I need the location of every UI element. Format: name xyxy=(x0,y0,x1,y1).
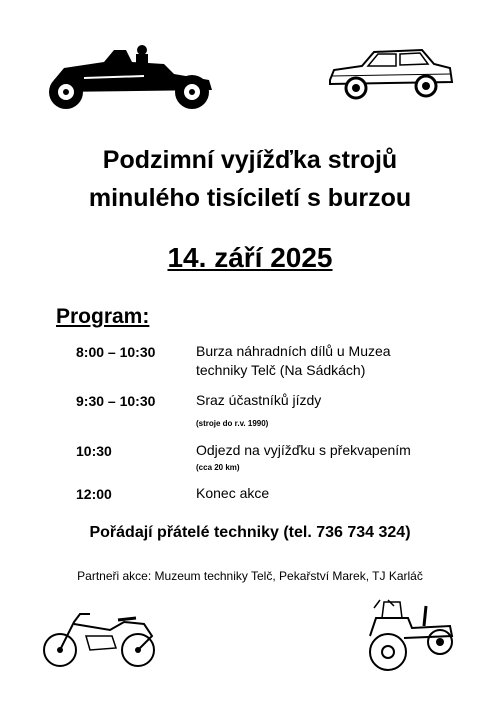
program-desc-2: Sraz účastníků jízdy xyxy=(196,392,322,408)
program-time-2: 9:30 – 10:30 xyxy=(76,393,156,409)
program-desc-3: Odjezd na vyjížďku s překvapením xyxy=(196,442,411,458)
partners: Partneři akce: Muzeum techniky Telč, Pekařství Marek, TJ Karláč xyxy=(77,569,423,583)
organizers: Pořádají přátelé techniky (tel. 736 734 324) xyxy=(89,524,411,541)
program-desc-4: Konec akce xyxy=(196,485,270,501)
program-time-3: 10:30 xyxy=(76,443,112,459)
title-line-1: Podzimní vyjížďka strojů xyxy=(102,146,398,174)
vintage-race-car-icon xyxy=(44,40,219,112)
event-date: 14. září 2025 xyxy=(167,242,333,273)
program-desc-1-line-1: Burza náhradních dílů u Muzea xyxy=(196,343,391,359)
program-desc-1 xyxy=(196,342,391,380)
program-note-2: (stroje do r.v. 1990) xyxy=(196,419,269,428)
program-heading: Program: xyxy=(56,305,150,328)
motorcycle-icon xyxy=(40,600,160,672)
program-desc-1-line-2: techniky Telč (Na Sádkách) xyxy=(196,362,366,378)
sedan-car-icon xyxy=(326,44,456,104)
event-title xyxy=(0,141,500,217)
tractor-icon xyxy=(354,596,458,676)
program-time-4: 12:00 xyxy=(76,486,112,502)
program-time-1: 8:00 – 10:30 xyxy=(76,344,156,360)
program-note-3: (cca 20 km) xyxy=(196,463,240,472)
title-line-2: minulého tisíciletí s burzou xyxy=(88,184,412,212)
